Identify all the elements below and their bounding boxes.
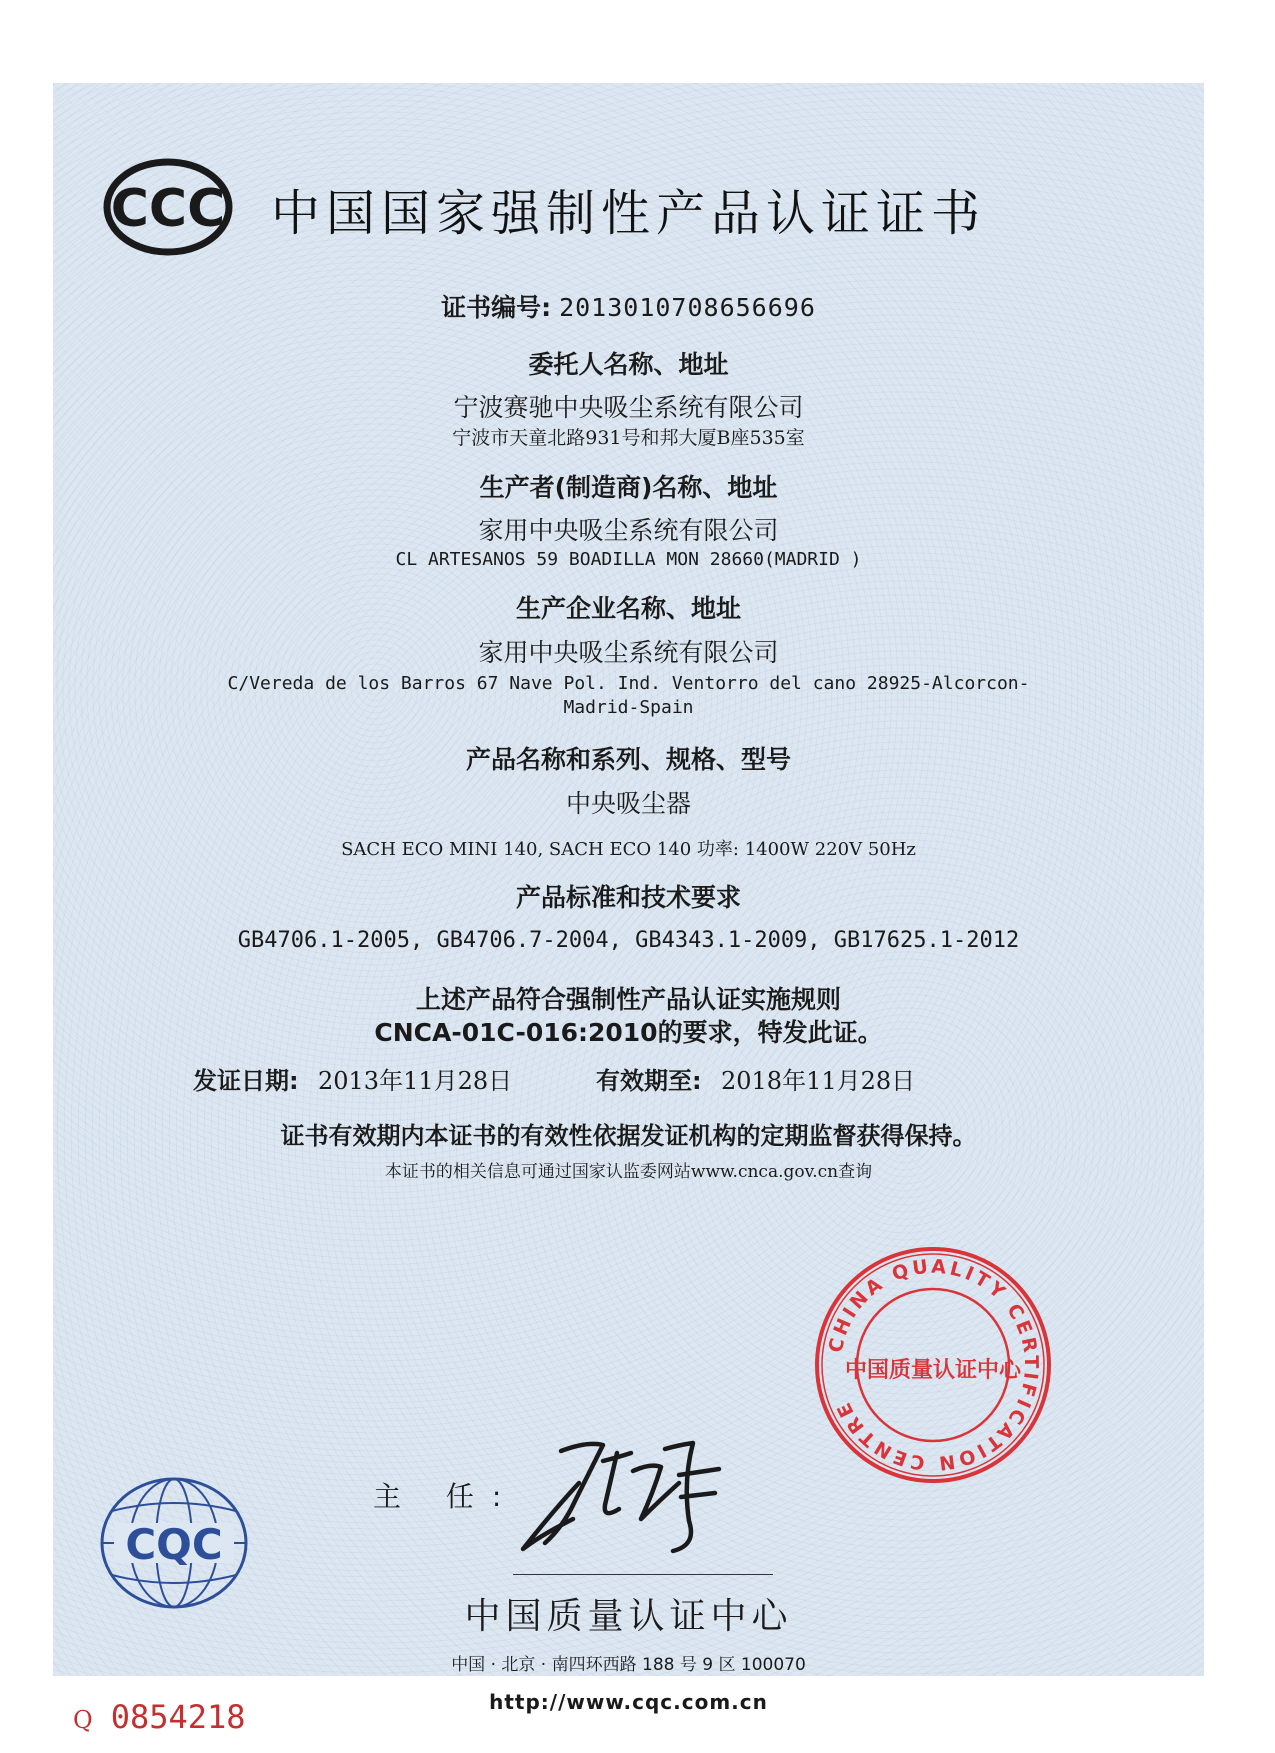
ccc-logo-text: CCC — [110, 179, 226, 239]
standards-list: GB4706.1-2005, GB4706.7-2004, GB4343.1-2009, GB17625.1-2012 — [237, 928, 1020, 953]
product-models: SACH ECO MINI 140, SACH ECO 140 功率: 1400W 220V 50Hz — [341, 839, 916, 860]
expiry-date: 2018年11月28日 — [721, 1067, 916, 1095]
product-heading: 产品名称和系列、规格、型号 — [465, 745, 791, 774]
factory-name: 家用中央吸尘系统有限公司 — [478, 638, 779, 667]
issue-date: 2013年11月28日 — [318, 1067, 513, 1095]
serial-number — [73, 1698, 246, 1736]
cqc-logo-text: CQC — [125, 1520, 223, 1569]
certificate — [53, 83, 1204, 1714]
seal-inner-text: 中国质量认证中心 — [844, 1358, 1022, 1383]
page-title: 中国国家强制性产品认证证书 — [270, 185, 986, 242]
director-label: 主 任: — [373, 1480, 520, 1513]
certificate-number-label: 证书编号: — [441, 293, 552, 322]
manufacturer-address: CL ARTESANOS 59 BOADILLA MON 28660(MADRID ) — [395, 549, 862, 570]
manufacturer-name: 家用中央吸尘系统有限公司 — [478, 516, 779, 545]
manufacturer-heading: 生产者(制造商)名称、地址 — [479, 473, 778, 502]
info-note: 本证书的相关信息可通过国家认监委网站www.cnca.gov.cn查询 — [384, 1162, 873, 1182]
director-signature — [483, 1423, 743, 1573]
validity-note: 证书有效期内本证书的有效性依据发证机构的定期监督获得保持。 — [280, 1122, 977, 1150]
org-address: 中国 · 北京 · 南四环西路 188 号 9 区 100070 — [451, 1655, 806, 1675]
factory-heading: 生产企业名称、地址 — [515, 594, 741, 623]
conformity-line1: 上述产品符合强制性产品认证实施规则 — [415, 985, 841, 1014]
certificate-number — [53, 288, 1204, 324]
org-url: http://www.cqc.com.cn — [489, 1690, 768, 1714]
entrustor-heading: 委托人名称、地址 — [528, 350, 729, 379]
factory-address-line1: C/Vereda de los Barros 67 Nave Pol. Ind. Ventorro del cano 28925-Alcorcon- — [227, 673, 1030, 694]
seal-outer-text: CHINA QUALITY CERTIFICATION CENTRE — [824, 1255, 1043, 1475]
issue-date-label: 发证日期: — [193, 1067, 299, 1095]
official-seal-icon — [813, 1245, 1053, 1485]
entrustor-name: 宁波赛驰中央吸尘系统有限公司 — [453, 393, 804, 422]
serial-prefix: Q — [73, 1706, 93, 1734]
signature-line — [513, 1574, 773, 1575]
certificate-number-value: 2013010708656696 — [559, 293, 816, 322]
org-name: 中国质量认证中心 — [464, 1596, 793, 1637]
entrustor-address: 宁波市天童北路931号和邦大厦B座535室 — [452, 427, 805, 449]
factory-address-line2: Madrid-Spain — [563, 697, 694, 718]
standards-heading: 产品标准和技术要求 — [515, 883, 741, 912]
expiry-date-label: 有效期至: — [596, 1067, 702, 1095]
conformity-line2: CNCA-01C-016:2010的要求，特发此证。 — [374, 1018, 883, 1047]
product-name: 中央吸尘器 — [565, 789, 691, 818]
serial-value: 0854218 — [110, 1698, 246, 1736]
